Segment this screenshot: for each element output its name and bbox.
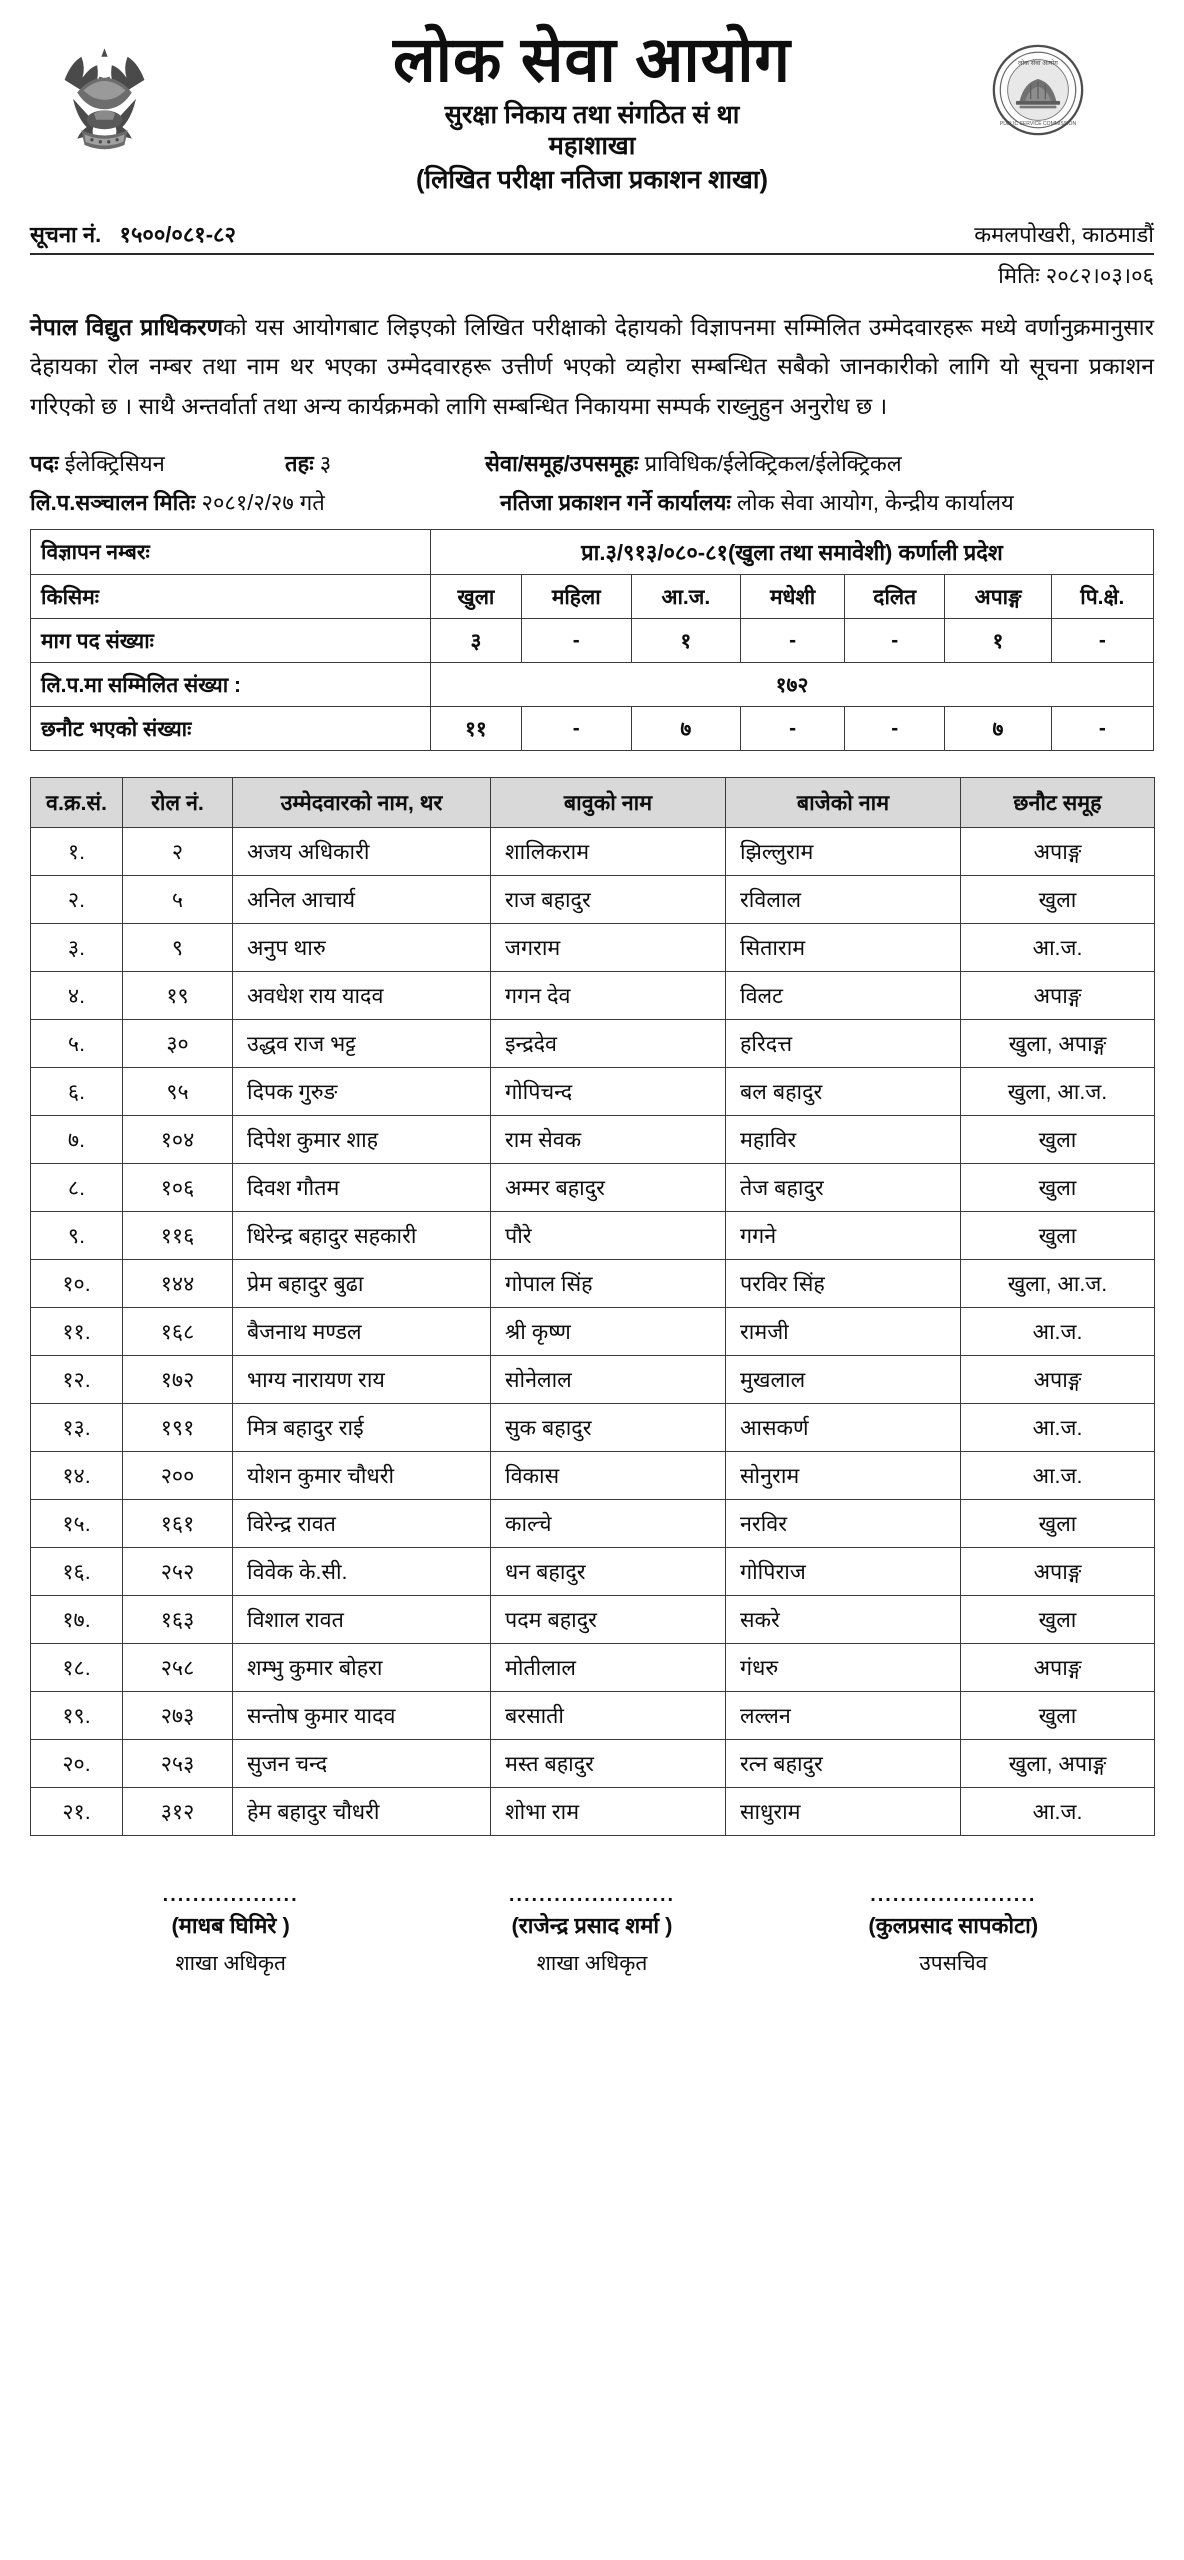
quota-row-demand <box>31 619 1154 663</box>
demand-cell: ३ <box>431 619 522 663</box>
level-label: तहः <box>285 451 314 477</box>
cell-selection-group: खुला, आ.ज. <box>961 1260 1155 1308</box>
cell-father-name: मस्त बहादुर <box>491 1740 726 1788</box>
table-row <box>31 1740 1155 1788</box>
cell-father-name: पदम बहादुर <box>491 1596 726 1644</box>
cell-selection-group: खुला, अपाङ्ग <box>961 1740 1155 1788</box>
cell-serial: १. <box>31 828 123 876</box>
column-header-grandfather: बाजेको नाम <box>726 778 961 828</box>
post-details-line-2 <box>30 487 1154 517</box>
cell-serial: १५. <box>31 1500 123 1548</box>
signature-dotted-line: ...................... <box>508 1884 676 1907</box>
cell-selection-group: खुला <box>961 1164 1155 1212</box>
svg-text:लोक सेवा आयोग: लोक सेवा आयोग <box>1018 60 1058 68</box>
post-label: पदः <box>30 451 59 477</box>
cell-father-name: मोतीलाल <box>491 1644 726 1692</box>
table-row <box>31 828 1155 876</box>
cell-candidate-name: अजय अधिकारी <box>233 828 491 876</box>
cell-serial: १६. <box>31 1548 123 1596</box>
table-row <box>31 1356 1155 1404</box>
cell-serial: २१. <box>31 1788 123 1836</box>
publishing-office-label: नतिजा प्रकाशन गर्ने कार्यालयः <box>500 490 731 516</box>
cell-candidate-name: धिरेन्द्र बहादुर सहकारी <box>233 1212 491 1260</box>
cell-father-name: जगराम <box>491 924 726 972</box>
table-row <box>31 1548 1155 1596</box>
cell-candidate-name: भाग्य नारायण राय <box>233 1356 491 1404</box>
demand-cell: - <box>741 619 845 663</box>
cell-serial: १०. <box>31 1260 123 1308</box>
cell-father-name: पौरे <box>491 1212 726 1260</box>
post-details-block <box>30 448 1154 517</box>
quota-row-selected <box>31 707 1154 751</box>
cell-father-name: गगन देव <box>491 972 726 1020</box>
column-header-group: छनौट समूह <box>961 778 1155 828</box>
quota-table-body <box>31 530 1154 751</box>
cell-candidate-name: योशन कुमार चौधरी <box>233 1452 491 1500</box>
cell-roll: १६३ <box>123 1596 233 1644</box>
quota-table <box>30 529 1154 751</box>
cell-father-name: अम्मर बहादुर <box>491 1164 726 1212</box>
header-divider-rule <box>30 253 1154 255</box>
cell-selection-group: आ.ज. <box>961 1452 1155 1500</box>
cell-roll: १६८ <box>123 1308 233 1356</box>
notice-date-row <box>30 260 1154 290</box>
cell-candidate-name: अवधेश राय यादव <box>233 972 491 1020</box>
cell-candidate-name: दिपक गुरुङ <box>233 1068 491 1116</box>
advertisement-number-label: विज्ञापन नम्बरः <box>31 530 431 575</box>
exam-date-value: २०८१/२/२७ गते <box>201 490 325 516</box>
table-row <box>31 1644 1155 1692</box>
cell-father-name: सोनेलाल <box>491 1356 726 1404</box>
kind-cell: दलित <box>845 575 945 619</box>
notice-date-value: २०८२।०३।०६ <box>1045 262 1154 288</box>
signature-name: (राजेन्द्र प्रसाद शर्मा ) <box>511 1913 673 1939</box>
cell-candidate-name: उद्धव राज भट्ट <box>233 1020 491 1068</box>
signature-role: उपसचिव <box>919 1952 988 1976</box>
table-row <box>31 1596 1155 1644</box>
notice-body-text: को यस आयोगबाट लिइएको लिखित परीक्षाको देहायको विज्ञापनमा सम्मिलित उम्मेदवारहरू मध्ये वर्णानुक्रमानुसार देहायका रोल नम्बर तथा नाम थर भएका उम्मेदवारहरू उत्तीर्ण भएको व्यहोरा सम्बन्धित सबैको जानकारीको लागि यो सूचना प्रकाशन गरिएको छ । साथै अन्तर्वार्ता तथा अन्य कार्यक्रमको लागि सम्बन्धित निकायमा सम्पर्क रा‍ख्नुहुन अनुरोध छ । <box>30 313 1155 419</box>
cell-father-name: बरसाती <box>491 1692 726 1740</box>
cell-roll: ५ <box>123 876 233 924</box>
nepal-government-emblem-icon <box>52 44 157 162</box>
cell-serial: १७. <box>31 1596 123 1644</box>
cell-grandfather-name: परविर सिंह <box>726 1260 961 1308</box>
signature-dotted-line: ...................... <box>870 1884 1037 1907</box>
cell-father-name: सुक बहादुर <box>491 1404 726 1452</box>
cell-selection-group: खुला <box>961 1212 1155 1260</box>
demand-cell: - <box>1051 619 1153 663</box>
post-field <box>30 448 285 478</box>
publishing-office-field <box>500 487 1154 517</box>
cell-selection-group: खुला <box>961 1500 1155 1548</box>
cell-roll: २ <box>123 828 233 876</box>
cell-selection-group: अपाङ्ग <box>961 1644 1155 1692</box>
cell-serial: ९. <box>31 1212 123 1260</box>
notice-address: कमलपोखरी, काठमाडौं <box>974 221 1154 247</box>
table-row <box>31 1692 1155 1740</box>
table-row <box>31 1212 1155 1260</box>
cell-roll: २०० <box>123 1452 233 1500</box>
cell-roll: ३० <box>123 1020 233 1068</box>
cell-roll: १९१ <box>123 1404 233 1452</box>
cell-serial: ३. <box>31 924 123 972</box>
organization-subtitle-3: (लिखित परीक्षा नतिजा प्रकाशन शाखा) <box>415 165 769 194</box>
demand-cell: - <box>521 619 631 663</box>
kind-cell: महिला <box>521 575 631 619</box>
column-header-roll: रोल नं. <box>123 778 233 828</box>
cell-serial: २०. <box>31 1740 123 1788</box>
cell-serial: ११. <box>31 1308 123 1356</box>
cell-roll: १४४ <box>123 1260 233 1308</box>
cell-selection-group: अपाङ्ग <box>961 1356 1155 1404</box>
cell-selection-group: अपाङ्ग <box>961 828 1155 876</box>
cell-selection-group: खुला, आ.ज. <box>961 1068 1155 1116</box>
table-row <box>31 1164 1155 1212</box>
table-row <box>31 1452 1155 1500</box>
kind-cell: आ.ज. <box>631 575 741 619</box>
results-table-head <box>31 778 1155 828</box>
quota-row-advertisement <box>31 530 1154 575</box>
cell-selection-group: खुला <box>961 1596 1155 1644</box>
quota-row-kind <box>31 575 1154 619</box>
selected-cell: - <box>1051 707 1153 751</box>
results-header-row <box>31 778 1155 828</box>
signature-block <box>30 1884 1154 1977</box>
appeared-label: लि.प.मा सम्मिलित संख्या : <box>31 663 431 707</box>
table-row <box>31 1020 1155 1068</box>
exam-date-label: लि.प.सञ्चालन मितिः <box>30 490 196 516</box>
demand-label: माग पद संख्याः <box>31 619 431 663</box>
demand-cell: - <box>845 619 945 663</box>
cell-selection-group: खुला, अपाङ्ग <box>961 1020 1155 1068</box>
table-row <box>31 1788 1155 1836</box>
cell-grandfather-name: गगने <box>726 1212 961 1260</box>
cell-grandfather-name: गंधरु <box>726 1644 961 1692</box>
column-header-name: उम्मेदवारको नाम, थर <box>233 778 491 828</box>
cell-grandfather-name: साधुराम <box>726 1788 961 1836</box>
cell-selection-group: आ.ज. <box>961 1404 1155 1452</box>
cell-selection-group: खुला <box>961 876 1155 924</box>
cell-candidate-name: बैजनाथ मण्डल <box>233 1308 491 1356</box>
demand-cell: १ <box>631 619 741 663</box>
cell-grandfather-name: सिताराम <box>726 924 961 972</box>
selected-cell: ७ <box>945 707 1051 751</box>
advertisement-number-value: प्रा.३/९१३/०८०-८१(खुला तथा समावेशी) कर्णाली प्रदेश <box>431 530 1154 575</box>
cell-grandfather-name: झिल्लुराम <box>726 828 961 876</box>
cell-serial: ६. <box>31 1068 123 1116</box>
cell-grandfather-name: गोपिराज <box>726 1548 961 1596</box>
cell-selection-group: आ.ज. <box>961 924 1155 972</box>
cell-roll: २७३ <box>123 1692 233 1740</box>
cell-candidate-name: मित्र बहादुर राई <box>233 1404 491 1452</box>
publishing-office-value: लोक सेवा आयोग, केन्द्रीय कार्यालय <box>736 490 1014 516</box>
cell-father-name: राम सेवक <box>491 1116 726 1164</box>
cell-father-name: धन बहादुर <box>491 1548 726 1596</box>
table-row <box>31 1500 1155 1548</box>
column-header-serial: व.क्र.सं. <box>31 778 123 828</box>
cell-selection-group: आ.ज. <box>961 1308 1155 1356</box>
cell-grandfather-name: बल बहादुर <box>726 1068 961 1116</box>
signature-role: शाखा अधिकृत <box>536 1952 648 1976</box>
cell-grandfather-name: सकरे <box>726 1596 961 1644</box>
post-details-line-1 <box>30 448 1154 478</box>
cell-grandfather-name: रामजी <box>726 1308 961 1356</box>
organization-subtitle-2: महाशाखा <box>548 131 636 160</box>
cell-serial: १२. <box>31 1356 123 1404</box>
cell-roll: २५२ <box>123 1548 233 1596</box>
cell-selection-group: अपाङ्ग <box>961 1548 1155 1596</box>
cell-grandfather-name: लल्लन <box>726 1692 961 1740</box>
cell-father-name: गोपाल सिंह <box>491 1260 726 1308</box>
signature-dotted-line: .................. <box>162 1884 299 1907</box>
cell-candidate-name: दिवश गौतम <box>233 1164 491 1212</box>
cell-roll: १९ <box>123 972 233 1020</box>
notice-body-lead: नेपाल विद्युत प्राधिकरण <box>30 313 224 340</box>
signature-role: शाखा अधिकृत <box>175 1952 286 1976</box>
table-row <box>31 1068 1155 1116</box>
cell-grandfather-name: विलट <box>726 972 961 1020</box>
selected-cell: - <box>741 707 845 751</box>
psc-logo-icon <box>992 44 1084 136</box>
cell-roll: ३१२ <box>123 1788 233 1836</box>
signature-3 <box>803 1884 1103 1977</box>
cell-serial: १३. <box>31 1404 123 1452</box>
cell-roll: १७२ <box>123 1356 233 1404</box>
document-masthead <box>30 18 1154 197</box>
cell-grandfather-name: नरविर <box>726 1500 961 1548</box>
cell-serial: ५. <box>31 1020 123 1068</box>
cell-serial: १८. <box>31 1644 123 1692</box>
post-value: ईलेक्ट्रिसियन <box>64 451 165 477</box>
selected-cell: - <box>845 707 945 751</box>
cell-candidate-name: अनिल आचार्य <box>233 876 491 924</box>
selected-cell: ११ <box>431 707 522 751</box>
cell-grandfather-name: महाविर <box>726 1116 961 1164</box>
cell-roll: १६१ <box>123 1500 233 1548</box>
notice-body-paragraph <box>30 308 1154 427</box>
cell-father-name: शालिकराम <box>491 828 726 876</box>
cell-grandfather-name: सोनुराम <box>726 1452 961 1500</box>
notice-number-value: १५००/०८१-८२ <box>119 221 236 247</box>
notice-meta-row <box>30 219 1154 249</box>
cell-grandfather-name: रविलाल <box>726 876 961 924</box>
table-row <box>31 1116 1155 1164</box>
cell-roll: २५८ <box>123 1644 233 1692</box>
cell-candidate-name: सन्तोष कुमार यादव <box>233 1692 491 1740</box>
cell-candidate-name: हेम बहादुर चौधरी <box>233 1788 491 1836</box>
results-table-body <box>31 828 1155 1836</box>
cell-roll: १०४ <box>123 1116 233 1164</box>
cell-candidate-name: अनुप थारु <box>233 924 491 972</box>
cell-serial: ४. <box>31 972 123 1020</box>
cell-selection-group: अपाङ्ग <box>961 972 1155 1020</box>
cell-serial: ८. <box>31 1164 123 1212</box>
table-row <box>31 972 1155 1020</box>
table-row <box>31 1308 1155 1356</box>
cell-selection-group: आ.ज. <box>961 1788 1155 1836</box>
organization-title: लोक सेवा आयोग <box>392 25 792 95</box>
cell-father-name: काल्चे <box>491 1500 726 1548</box>
cell-roll: ९५ <box>123 1068 233 1116</box>
cell-candidate-name: सुजन चन्द <box>233 1740 491 1788</box>
level-field <box>285 448 485 478</box>
signature-2 <box>442 1884 742 1977</box>
cell-candidate-name: दिपेश कुमार शाह <box>233 1116 491 1164</box>
cell-grandfather-name: हरिदत्त <box>726 1020 961 1068</box>
table-row <box>31 1260 1155 1308</box>
notice-date-label: मितिः <box>998 262 1040 288</box>
kind-cell: मधेशी <box>741 575 845 619</box>
signature-1 <box>81 1884 381 1977</box>
table-row <box>31 876 1155 924</box>
signature-name: (माधब घिमिरे ) <box>171 1913 290 1939</box>
kind-cell: पि.क्षे. <box>1051 575 1153 619</box>
demand-cell: १ <box>945 619 1051 663</box>
cell-roll: १०६ <box>123 1164 233 1212</box>
cell-roll: ११६ <box>123 1212 233 1260</box>
notice-number-label: सूचना नं. <box>30 221 102 247</box>
selected-cell: ७ <box>631 707 741 751</box>
appeared-value: १७२ <box>431 663 1154 707</box>
cell-candidate-name: विवेक के.सी. <box>233 1548 491 1596</box>
cell-father-name: इन्द्रदेव <box>491 1020 726 1068</box>
level-value: ३ <box>319 451 332 477</box>
exam-date-field <box>30 487 500 517</box>
cell-serial: १४. <box>31 1452 123 1500</box>
cell-selection-group: खुला <box>961 1116 1155 1164</box>
cell-grandfather-name: आसकर्ण <box>726 1404 961 1452</box>
cell-grandfather-name: तेज बहादुर <box>726 1164 961 1212</box>
cell-father-name: राज बहादुर <box>491 876 726 924</box>
cell-serial: २. <box>31 876 123 924</box>
cell-selection-group: खुला <box>961 1692 1155 1740</box>
cell-candidate-name: विशाल रावत <box>233 1596 491 1644</box>
service-value: प्राविधिक/ईलेक्ट्रिकल/ईलेक्ट्रिकल <box>644 451 902 477</box>
results-table <box>30 777 1155 1836</box>
service-label: सेवा/समूह/उपसमूहः <box>485 451 639 477</box>
cell-serial: १९. <box>31 1692 123 1740</box>
cell-roll: २५३ <box>123 1740 233 1788</box>
service-field <box>485 448 1154 478</box>
table-row <box>31 1404 1155 1452</box>
cell-father-name: शोभा राम <box>491 1788 726 1836</box>
cell-father-name: श्री कृष्ण <box>491 1308 726 1356</box>
kind-label: किसिमः <box>31 575 431 619</box>
notice-number-group <box>30 219 236 249</box>
cell-father-name: विकास <box>491 1452 726 1500</box>
cell-roll: ९ <box>123 924 233 972</box>
organization-subtitle-1: सुरक्षा निकाय तथा संगठित सं था <box>444 100 740 129</box>
table-row <box>31 924 1155 972</box>
cell-father-name: गोपिचन्द <box>491 1068 726 1116</box>
signature-name: (कुलप्रसाद सापकोटा) <box>868 1913 1039 1939</box>
selected-label: छनौट भएको संख्याः <box>31 707 431 751</box>
column-header-father: बावुको नाम <box>491 778 726 828</box>
cell-candidate-name: विरेन्द्र रावत <box>233 1500 491 1548</box>
svg-text:PUBLIC SERVICE COMMISSION: PUBLIC SERVICE COMMISSION <box>999 120 1077 127</box>
cell-grandfather-name: मुखलाल <box>726 1356 961 1404</box>
selected-cell: - <box>521 707 631 751</box>
kind-cell: अपाङ्ग <box>945 575 1051 619</box>
cell-grandfather-name: रत्न बहादुर <box>726 1740 961 1788</box>
kind-cell: खुला <box>431 575 522 619</box>
cell-candidate-name: प्रेम बहादुर बुढा <box>233 1260 491 1308</box>
quota-row-appeared <box>31 663 1154 707</box>
cell-candidate-name: शम्भु कुमार बोहरा <box>233 1644 491 1692</box>
cell-serial: ७. <box>31 1116 123 1164</box>
